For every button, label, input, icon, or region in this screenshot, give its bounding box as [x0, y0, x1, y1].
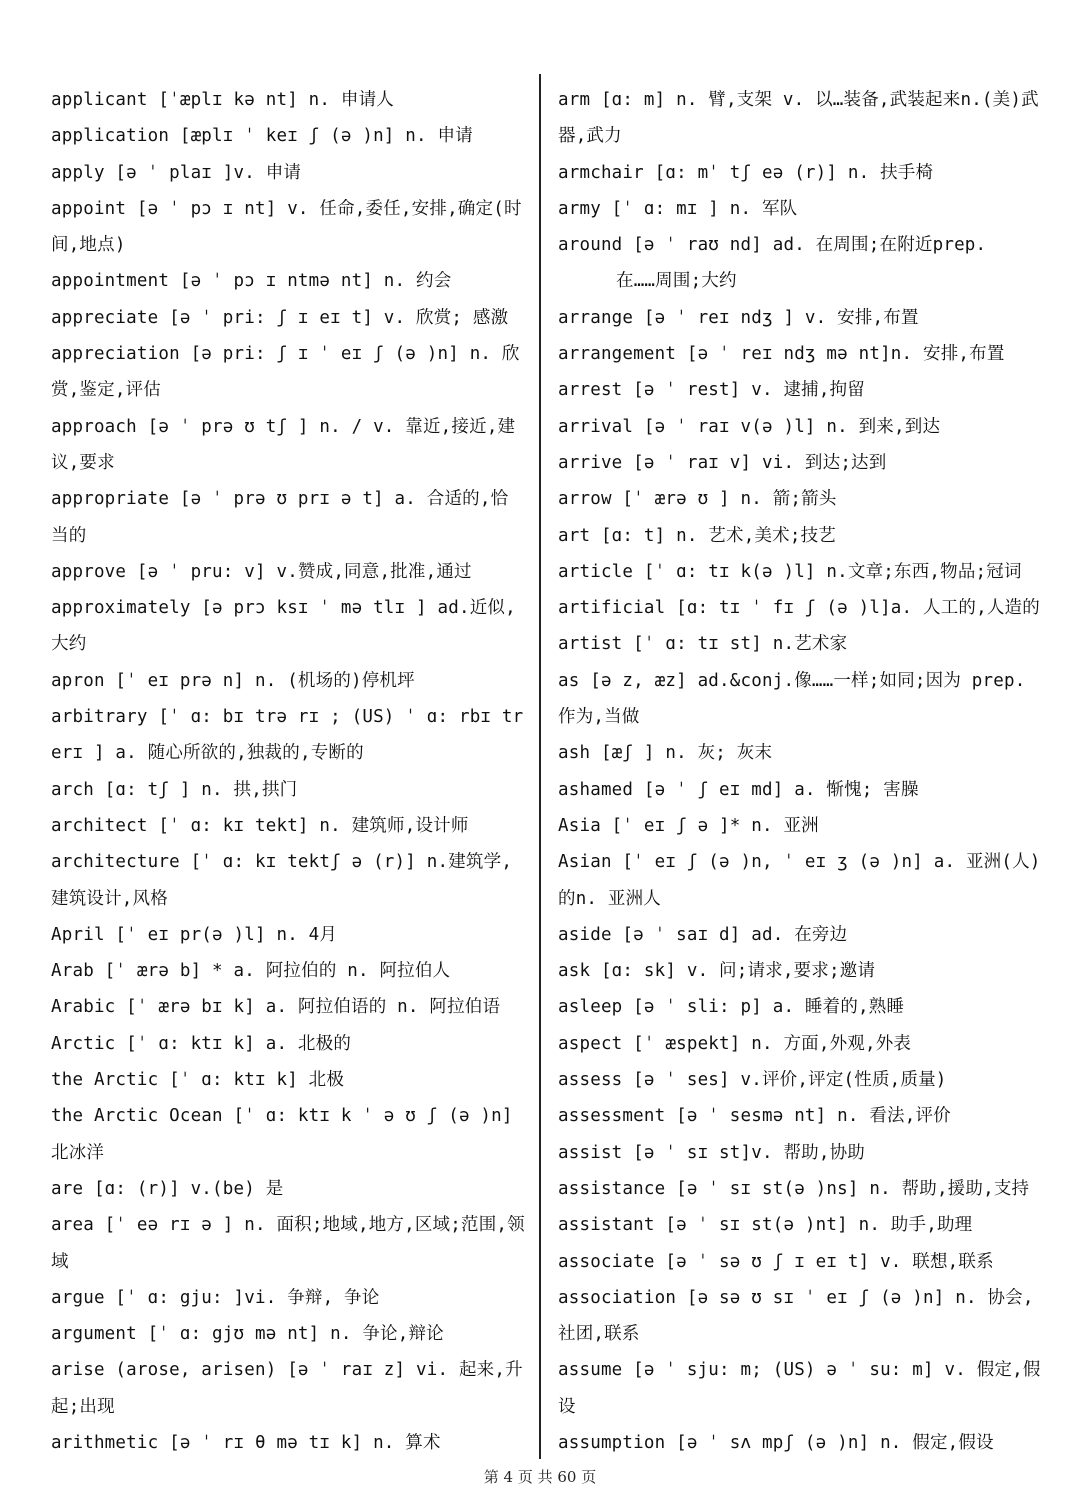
- word-entry: associate [ə ˈ sə ʊ ʃ ɪ eɪ t] v. 联想,联系: [558, 1251, 994, 1272]
- word-entry: approve [ə ˈ pru: v] v.赞成,同意,批准,通过: [51, 561, 472, 582]
- word-entry: applicant [ˈæplɪ kə nt] n. 申请人: [51, 90, 394, 110]
- word-entry: article [ˈ ɑ: tɪ k(ə )l] n.文章;东西,物品;冠词: [558, 561, 1022, 582]
- word-entry: assessment [ə ˈ sesmə nt] n. 看法,评价: [558, 1106, 951, 1127]
- word-entry: appoint [ə ˈ pɔ ɪ nt] v. 任命,委任,安排,确定(时间,地点): [51, 198, 522, 256]
- word-entry: assume [ə ˈ sju: m; (US) ə ˈ su: m] v. 假定,假设: [558, 1360, 1041, 1417]
- word-entry: appointment [ə ˈ pɔ ɪ ntmə nt] n. 约会: [51, 271, 452, 292]
- word-entry: arithmetic [ə ˈ rɪ θ mə tɪ k] n. 算术: [51, 1432, 441, 1453]
- word-entry: asleep [ə ˈ sli: p] a. 睡着的,熟睡: [558, 997, 905, 1018]
- word-entry: approach [ə ˈ prə ʊ tʃ ] n. / v. 靠近,接近,建议,要求: [51, 416, 516, 473]
- word-entry: architect [ˈ ɑ: kɪ tekt] n. 建筑师,设计师: [51, 815, 469, 836]
- word-entry: argue [ˈ ɑ: gju: ]vi. 争辩, 争论: [51, 1287, 380, 1308]
- word-entry: the Arctic Ocean [ˈ ɑ: ktɪ k ˈ ə ʊ ʃ (ə )n] 北冰洋: [51, 1106, 513, 1163]
- word-entry: Asia [ˈ eɪ ʃ ə ]* n. 亚洲: [558, 815, 819, 836]
- word-entry: association [ə sə ʊ sɪ ˈ eɪ ʃ (ə )n] n. 协会,社团,联系: [558, 1287, 1034, 1345]
- word-entry: are [ɑ: (r)] v.(be) 是: [51, 1178, 284, 1199]
- page-footer: 第 4 页 共 60 页: [483, 1468, 597, 1486]
- column-divider: [539, 74, 541, 1459]
- word-entry: arbitrary [ˈ ɑ: bɪ trə rɪ ; (US) ˈ ɑ: rbɪ trerɪ ] a. 随心所欲的,独裁的,专断的: [51, 707, 524, 764]
- word-entry: artist [ˈ ɑ: tɪ st] n.艺术家: [558, 634, 848, 655]
- word-entry: Asian [ˈ eɪ ʃ (ə )n, ˈ eɪ ʒ (ə )n] a. 亚洲(人)的n. 亚洲人: [558, 852, 1041, 909]
- word-entry: the Arctic [ˈ ɑ: ktɪ k] 北极: [51, 1070, 345, 1091]
- word-entry: arrive [ə ˈ raɪ v] vi. 到达;达到: [558, 452, 887, 473]
- word-entry: application [æplɪ ˈ keɪ ʃ (ə )n] n. 申请: [51, 126, 473, 147]
- word-entry: armchair [ɑ: mˈ tʃ eə (r)] n. 扶手椅: [558, 162, 934, 183]
- right-column: [558, 82, 1042, 1461]
- word-entry: assistant [ə ˈ sɪ st(ə )nt] n. 助手,助理: [558, 1215, 973, 1236]
- word-entry: aside [ə ˈ saɪ d] ad. 在旁边: [558, 924, 848, 945]
- word-entry: apply [ə ˈ plaɪ ]v. 申请: [51, 162, 302, 183]
- word-entry: Arab [ˈ ærə b] * a. 阿拉伯的 n. 阿拉伯人: [51, 961, 451, 982]
- word-entry: appropriate [ə ˈ prə ʊ prɪ ə t] a. 合适的,恰当的: [51, 489, 509, 546]
- word-entry: arrange [ə ˈ reɪ ndʒ ] v. 安排,布置: [558, 307, 919, 328]
- word-entry: arise (arose, arisen) [ə ˈ raɪ z] vi. 起来,升起;出现: [51, 1360, 523, 1417]
- word-entry: assumption [ə ˈ sʌ mpʃ (ə )n] n. 假定,假设: [558, 1432, 994, 1453]
- word-entry: aspect [ˈ æspekt] n. 方面,外观,外表: [558, 1033, 912, 1054]
- word-entry: art [ɑ: t] n. 艺术,美术;技艺: [558, 525, 836, 546]
- word-entry: arrangement [ə ˈ reɪ ndʒ mə nt]n. 安排,布置: [558, 344, 1005, 365]
- word-entry: appreciation [ə pri: ʃ ɪ ˈ eɪ ʃ (ə )n] n. 欣赏,鉴定,评估: [51, 344, 520, 401]
- word-entry: assist [ə ˈ sɪ st]v. 帮助,协助: [558, 1142, 865, 1163]
- word-entry: around [ə ˈ raʊ nd] ad. 在周围;在附近prep.: [558, 235, 987, 256]
- word-entry: arrow [ˈ ærə ʊ ] n. 箭;箭头: [558, 489, 837, 510]
- word-entry: arm [ɑ: m] n. 臂,支架 v. 以…装备,武装起来n.(美)武器,武力: [558, 90, 1039, 147]
- word-entry: 在……周围;大约: [616, 271, 737, 292]
- word-entry: assess [ə ˈ ses] v.评价,评定(性质,质量): [558, 1070, 947, 1091]
- word-entry: Arabic [ˈ ærə bɪ k] a. 阿拉伯语的 n. 阿拉伯语: [51, 997, 501, 1018]
- word-entry: argument [ˈ ɑ: gjʊ mə nt] n. 争论,辩论: [51, 1324, 444, 1345]
- word-entry: architecture [ˈ ɑ: kɪ tektʃ ə (r)] n.建筑学,建筑设计,风格: [51, 852, 513, 909]
- word-entry: approximately [ə prɔ ksɪ ˈ mə tlɪ ] ad.近似,大约: [51, 598, 516, 655]
- word-entry: apron [ˈ eɪ prə n] n. (机场的)停机坪: [51, 670, 415, 691]
- word-entry: ask [ɑ: sk] v. 问;请求,要求;邀请: [558, 961, 876, 982]
- word-entry: artificial [ɑ: tɪ ˈ fɪ ʃ (ə )l]a. 人工的,人造的: [558, 598, 1040, 619]
- word-entry: arrival [ə ˈ raɪ v(ə )l] n. 到来,到达: [558, 416, 941, 437]
- word-entry: Arctic [ˈ ɑ: ktɪ k] a. 北极的: [51, 1033, 352, 1054]
- word-entry: assistance [ə ˈ sɪ st(ə )ns] n. 帮助,援助,支持: [558, 1178, 1030, 1199]
- word-entry: appreciate [ə ˈ pri: ʃ ɪ eɪ t] v. 欣赏; 感激: [51, 307, 509, 328]
- word-entry: as [ə z, æz] ad.&conj.像……一样;如同;因为 prep.作为,当做: [558, 670, 1026, 728]
- word-entry: arch [ɑ: tʃ ] n. 拱,拱门: [51, 779, 298, 800]
- word-entry: ash [æʃ ] n. 灰; 灰末: [558, 743, 773, 764]
- word-entry: ashamed [ə ˈ ʃ eɪ md] a. 惭愧; 害臊: [558, 779, 919, 800]
- word-entry: area [ˈ eə rɪ ə ] n. 面积;地域,地方,区域;范围,领域: [51, 1215, 525, 1272]
- word-entry: army [ˈ ɑ: mɪ ] n. 军队: [558, 198, 798, 219]
- left-column: [51, 82, 525, 1461]
- word-entry: arrest [ə ˈ rest] v. 逮捕,拘留: [558, 380, 865, 401]
- word-entry: April [ˈ eɪ pr(ə )l] n. 4月: [51, 924, 338, 945]
